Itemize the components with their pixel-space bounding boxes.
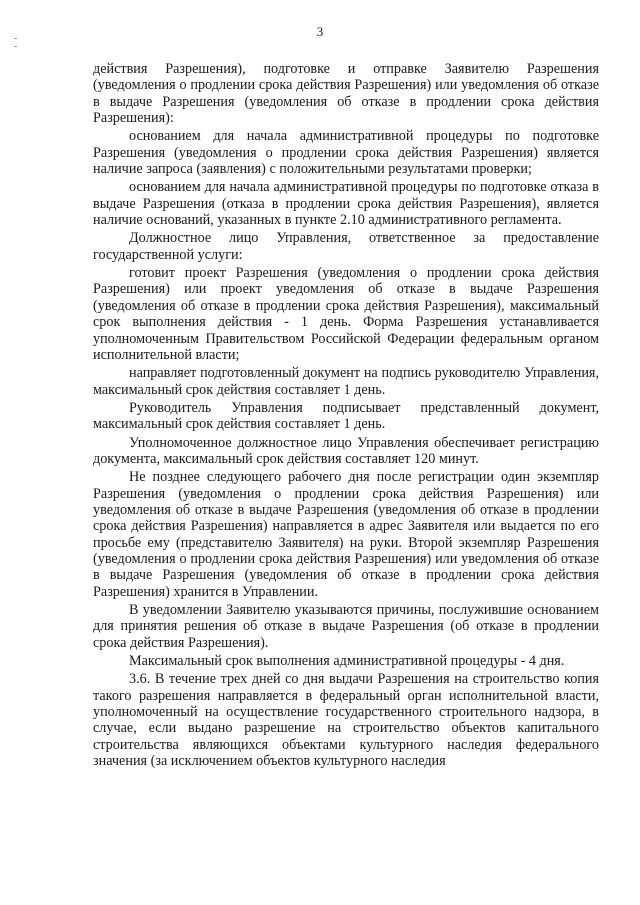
paragraph: В уведомлении Заявителю указываются причины, послужившие основанием для принятия решения об отказе в выдаче Разрешения (об отказе в продлении срока действия Разрешения). bbox=[93, 602, 599, 651]
margin-mark bbox=[14, 46, 17, 47]
paragraph: основанием для начала административной процедуры по подготовке Разрешения (уведомления о продлении срока действия Разрешения) является наличие запроса (заявления) с положительными результатами проверки; bbox=[93, 128, 599, 178]
paragraph-continuation: действия Разрешения), подготовке и отправке Заявителю Разрешения (уведомления о продлении срока действия Разрешения) или уведомления об отказе в выдаче Разрешения (уведомления об отказе в продлении срока действия Разрешения): bbox=[93, 61, 599, 127]
paragraph: готовит проект Разрешения (уведомления о продлении срока действия Разрешения) или проект уведомления об отказе в выдаче Разрешения (уведомления об отказе в продлении срока действия Разрешения), максимальный срок выполнения действия - 1 день. Форма Разрешения устанавливается уполномоченным Правительством Российской Федерации федеральным органом исполнительной власти; bbox=[93, 265, 599, 363]
body-text bbox=[93, 61, 599, 771]
margin-mark bbox=[14, 38, 17, 39]
paragraph: Не позднее следующего рабочего дня после регистрации один экземпляр Разрешения (уведомления о продлении срока действия Разрешения) или уведомления об отказе в выдаче Разрешения (уведомления об отказе в продлении срока действия Разрешения) направляется в адрес Заявителя или выдается по его просьбе ему (представителю Заявителя) на руки. Второй экземпляр Разрешения (уведомления о продлении срока действия Разрешения) или уведомления об отказе в выдаче Разрешения (уведомления об отказе в продлении срока действия Разрешения) хранится в Управлении. bbox=[93, 469, 599, 600]
page-number: 3 bbox=[316, 24, 324, 39]
paragraph: основанием для начала административной процедуры по подготовке отказа в выдаче Разрешения (отказа в продлении срока действия Разрешения), является наличие оснований, указанных в пункте 2.10 административного регламента. bbox=[93, 179, 599, 229]
margin-marks bbox=[14, 38, 30, 58]
paragraph: Уполномоченное должностное лицо Управления обеспечивает регистрацию документа, максимальный срок действия составляет 120 минут. bbox=[93, 434, 599, 467]
paragraph: Руководитель Управления подписывает представленный документ, максимальный срок действия составляет 1 день. bbox=[93, 399, 599, 433]
paragraph: направляет подготовленный документ на подпись руководителю Управления, максимальный срок действия составляет 1 день. bbox=[93, 365, 599, 398]
paragraph: Максимальный срок выполнения административной процедуры - 4 дня. bbox=[129, 653, 565, 670]
paragraph: 3.6. В течение трех дней со дня выдачи Разрешения на строительство копия такого разрешения направляется в федеральный орган исполнительной власти, уполномоченный на осуществление государственного строительного надзора, в случае, если выдано разрешение на строительство объектов капитального строительства являющихся объектами культурного наследия федерального значения (за исключением объектов культурного наследия bbox=[93, 671, 599, 770]
paragraph: Должностное лицо Управления, ответственное за предоставление государственной услуги: bbox=[93, 230, 599, 263]
